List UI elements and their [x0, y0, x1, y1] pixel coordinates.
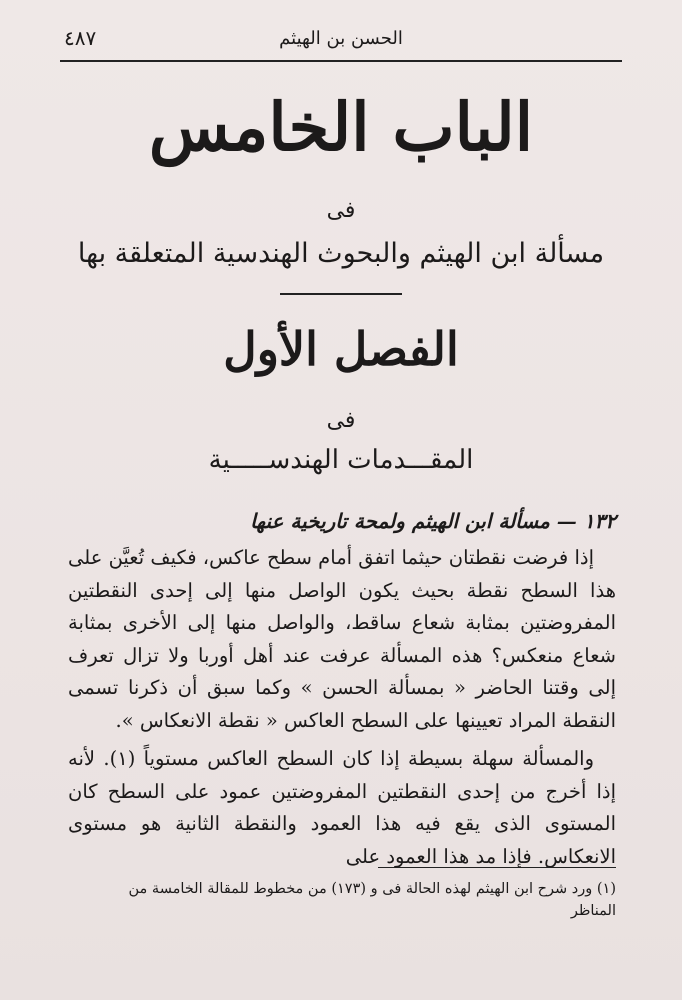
section-subtitle: المقـــدمات الهندســـــية — [208, 445, 474, 475]
chapter-subtitle: مسألة ابن الهيثم والبحوث الهندسية المتعلقة بها — [77, 238, 605, 269]
chapter-title: الباب الخامس — [148, 88, 534, 166]
running-header — [60, 22, 622, 62]
paragraph-heading: ١٣٢ — مسألة ابن الهيثم ولمحة تاريخية عنها — [250, 509, 616, 533]
section-title: الفصل الأول — [223, 322, 459, 376]
paragraph-1: إذا فرضت نقطتان حيثما اتفق أمام سطح عاكس، فكيف تُعيَّن على هذا السطح نقطة بحيث يكون الواصل منها إلى إحدى النقطتين المفروضتين بمثابة شعاع ساقط، والواصل منها إلى الأخرى بمثابة شعاع منعكس؟ هذه المسألة عرفت عند أهل أوربا ولا تزال تعرف إلى وقتنا الحاضر « بمسألة الحسن » وكما سبق أن ذكرنا تسمى النقطة المراد تعيينها على السطح العاكس « نقطة الانعكاس ». — [68, 546, 616, 732]
body-text — [68, 504, 616, 873]
section-preposition: فى — [326, 408, 356, 433]
footnote-rule — [378, 867, 616, 868]
title-divider — [280, 293, 402, 295]
chapter-preposition: فى — [326, 198, 356, 223]
header-rule — [60, 60, 622, 62]
paragraph-2: والمسألة سهلة بسيطة إذا كان السطح العاكس مستوياً (١). لأنه إذا أخرج من إحدى النقطتين المفروضتين عمود على السطح كان المستوى الذى يقع فيه هذا العمود والنقطة الثانية هو مستوى الانعكاس. فإذا مد هذا العمود على — [68, 747, 616, 868]
footnote: (١) ورد شرح ابن الهيثم لهذه الحالة فى و (١٧٣) من مخطوط للمقالة الخامسة من المناظر — [128, 881, 616, 919]
page-number: ٤٨٧ — [64, 26, 97, 50]
running-header-title: الحسن بن الهيثم — [279, 28, 403, 49]
